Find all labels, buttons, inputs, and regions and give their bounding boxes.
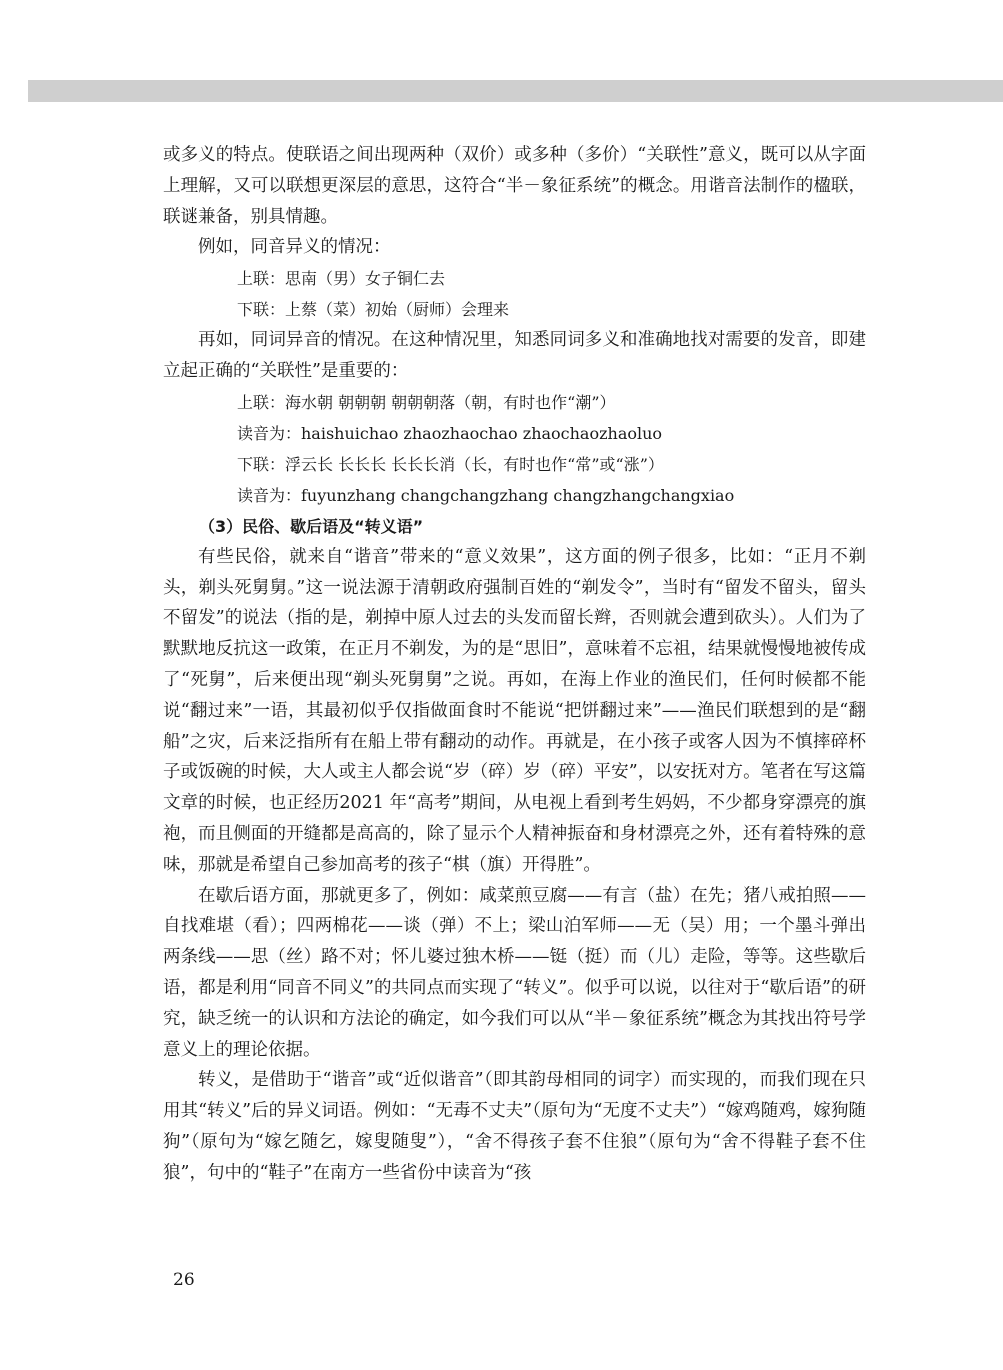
page-number: 26 bbox=[173, 1270, 195, 1290]
paragraph-transference: 转义，是借助于“谐音”或“近似谐音”（即其韵母相同的词字）而实现的，而我们现在只用其“转义”后的异义词语。例如：“无毒不丈夫”（原句为“无度不丈夫”）“嫁鸡随鸡，嫁狗随狗”（原句为“嫁乞随乞，嫁叟随叟”），“舍不得孩子套不住狼”（原句为“舍不得鞋子套不住狼”，句中的“鞋子”在南方一些省份中读音为“孩 bbox=[163, 1070, 866, 1183]
paragraph-continuation: 或多义的特点。使联语之间出现两种（双价）或多种（多价）“关联性”意义，既可以从字面上理解，又可以联想更深层的意思，这符合“半－象征系统”的概念。用谐音法制作的楹联，联谜兼备，别具情趣。 bbox=[163, 145, 866, 227]
page-body bbox=[163, 140, 866, 1189]
header-bar bbox=[28, 80, 1003, 102]
couplet-upper-1: 上联：思南（男）女子铜仁去 bbox=[237, 269, 446, 289]
paragraph-second-example: 再如，同词异音的情况。在这种情况里，知悉同词多义和准确地找对需要的发音，即建立起正确的“关联性”是重要的： bbox=[163, 330, 866, 381]
paragraph-xiehouyu: 在歇后语方面，那就更多了，例如：咸菜煎豆腐——有言（盐）在先；猪八戒拍照——自找难堪（看）；四两棉花——谈（弹）不上；梁山泊军师——无（吴）用；一个墨斗弹出两条线——思（丝）路不对；怀儿婆过独木桥——铤（挺）而（儿）走险，等等。这些歇后语，都是利用“同音不同义”的共同点而实现了“转义”。似乎可以说，以往对于“歇后语”的研究，缺乏统一的认识和方法论的确定，如今我们可以从“半－象征系统”概念为其找出符号学意义上的理论依据。 bbox=[163, 885, 866, 1060]
paragraph-folk-customs: 有些民俗，就来自“谐音”带来的“意义效果”，这方面的例子很多，比如：“正月不剃头，剃头死舅舅。”这一说法源于清朝政府强制百姓的“剃发令”，当时有“留发不留头，留头不留发”的说法（指的是，剃掉中原人过去的头发而留长辫，否则就会遭到砍头）。人们为了默默地反抗这一政策，在正月不剃发，为的是“思旧”，意味着不忘祖，结果就慢慢地被传成了“死舅”，后来便出现“剃头死舅舅”之说。再如，在海上作业的渔民们，任何时候都不能说“翻过来”一语，其最初似乎仅指做面食时不能说“把饼翻过来”——渔民们联想到的是“翻船”之灾，后来泛指所有在船上带有翻动的动作。再就是，在小孩子或客人因为不慎摔碎杯子或饭碗的时候，大人或主人都会说“岁（碎）岁（碎）平安”，以安抚对方。笔者在写这篇文章的时候，也正经历2021 年“高考”期间，从电视上看到考生妈妈，不少都身穿漂亮的旗袍，而且侧面的开缝都是高高的，除了显示个人精神振奋和身材漂亮之外，还有着特殊的意味，那就是希望自己参加高考的孩子“棋（旗）开得胜”。 bbox=[163, 546, 866, 875]
couplet-upper-2: 上联：海水朝 朝朝朝 朝朝朝落（朝，有时也作“潮”） bbox=[237, 392, 616, 412]
couplet-lower-1: 下联：上蔡（菜）初始（厨师）会理来 bbox=[237, 300, 510, 320]
couplet-upper-2-pinyin: 读音为：haishuichao zhaozhaochao zhaochaozhaoluo bbox=[237, 423, 663, 443]
couplet-lower-2-pinyin: 读音为：fuyunzhang changchangzhang changzhangchangxiao bbox=[237, 485, 735, 505]
couplet-lower-2: 下联：浮云长 长长长 长长长消（长，有时也作“常”或“涨”） bbox=[237, 454, 664, 474]
section-heading: （3）民俗、歇后语及“转义语” bbox=[199, 516, 424, 536]
paragraph-example-intro: 例如，同音异义的情况： bbox=[198, 237, 391, 258]
